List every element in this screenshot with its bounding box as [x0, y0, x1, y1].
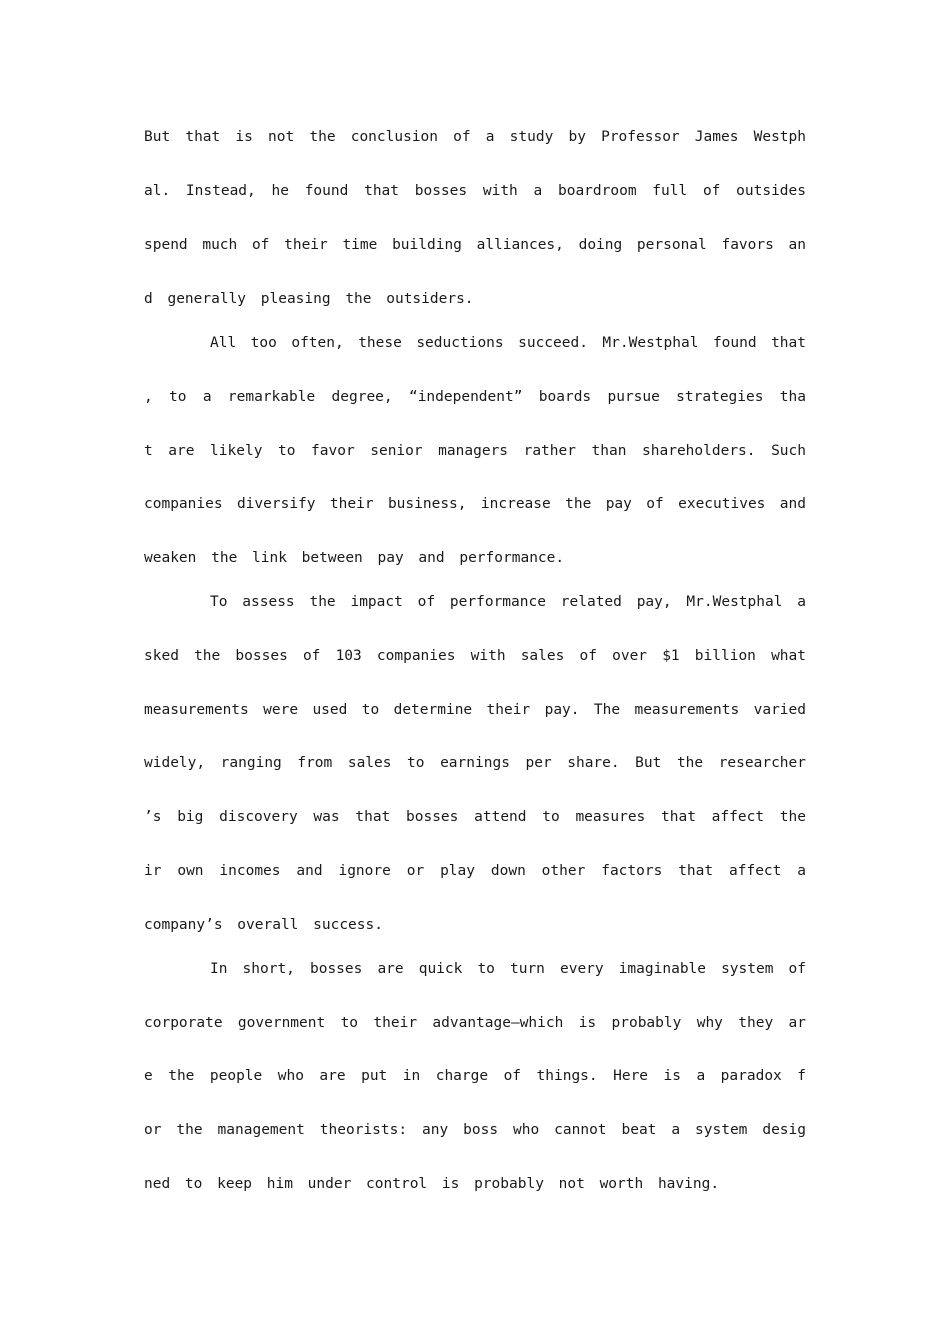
paragraph-4-line-4: or the management theorists: any boss who cannot beat a system desig	[144, 1122, 806, 1138]
paragraph-3-line-5: ’s big discovery was that bosses attend to measures that affect the	[144, 809, 806, 825]
paragraph-3-line-4: widely, ranging from sales to earnings per share. But the researcher	[144, 755, 806, 771]
paragraph-4-line-5: ned to keep him under control is probably not worth having.	[144, 1176, 720, 1192]
paragraph-2-line-3: t are likely to favor senior managers rather than shareholders. Such	[144, 443, 806, 459]
paragraph-1-line-1: But that is not the conclusion of a study by Professor James Westph	[144, 129, 806, 145]
paragraph-2-line-2: , to a remarkable degree, “independent” boards pursue strategies tha	[144, 389, 806, 405]
paragraph-3-line-2: sked the bosses of 103 companies with sales of over $1 billion what	[144, 648, 806, 664]
paragraph-1-line-4: d generally pleasing the outsiders.	[144, 291, 474, 307]
paragraph-4-line-2: corporate government to their advantage—which is probably why they ar	[144, 1015, 806, 1031]
paragraph-3-line-6: ir own incomes and ignore or play down other factors that affect a	[144, 863, 806, 879]
paragraph-2-line-5: weaken the link between pay and performance.	[144, 550, 565, 566]
paragraph-2-line-1: All too often, these seductions succeed. Mr.Westphal found that	[210, 335, 806, 351]
paragraph-4-line-3: e the people who are put in charge of things. Here is a paradox f	[144, 1068, 806, 1084]
paragraph-2-line-4: companies diversify their business, increase the pay of executives and	[144, 496, 806, 512]
paragraph-4-line-1: In short, bosses are quick to turn every imaginable system of	[210, 961, 806, 977]
paragraph-3-line-3: measurements were used to determine their pay. The measurements varied	[144, 702, 806, 718]
paragraph-1-line-3: spend much of their time building alliances, doing personal favors an	[144, 237, 806, 253]
paragraph-1-line-2: al. Instead, he found that bosses with a boardroom full of outsides	[144, 183, 806, 199]
paragraph-3-line-7: company’s overall success.	[144, 917, 383, 933]
paragraph-3-line-1: To assess the impact of performance related pay, Mr.Westphal a	[210, 594, 806, 610]
